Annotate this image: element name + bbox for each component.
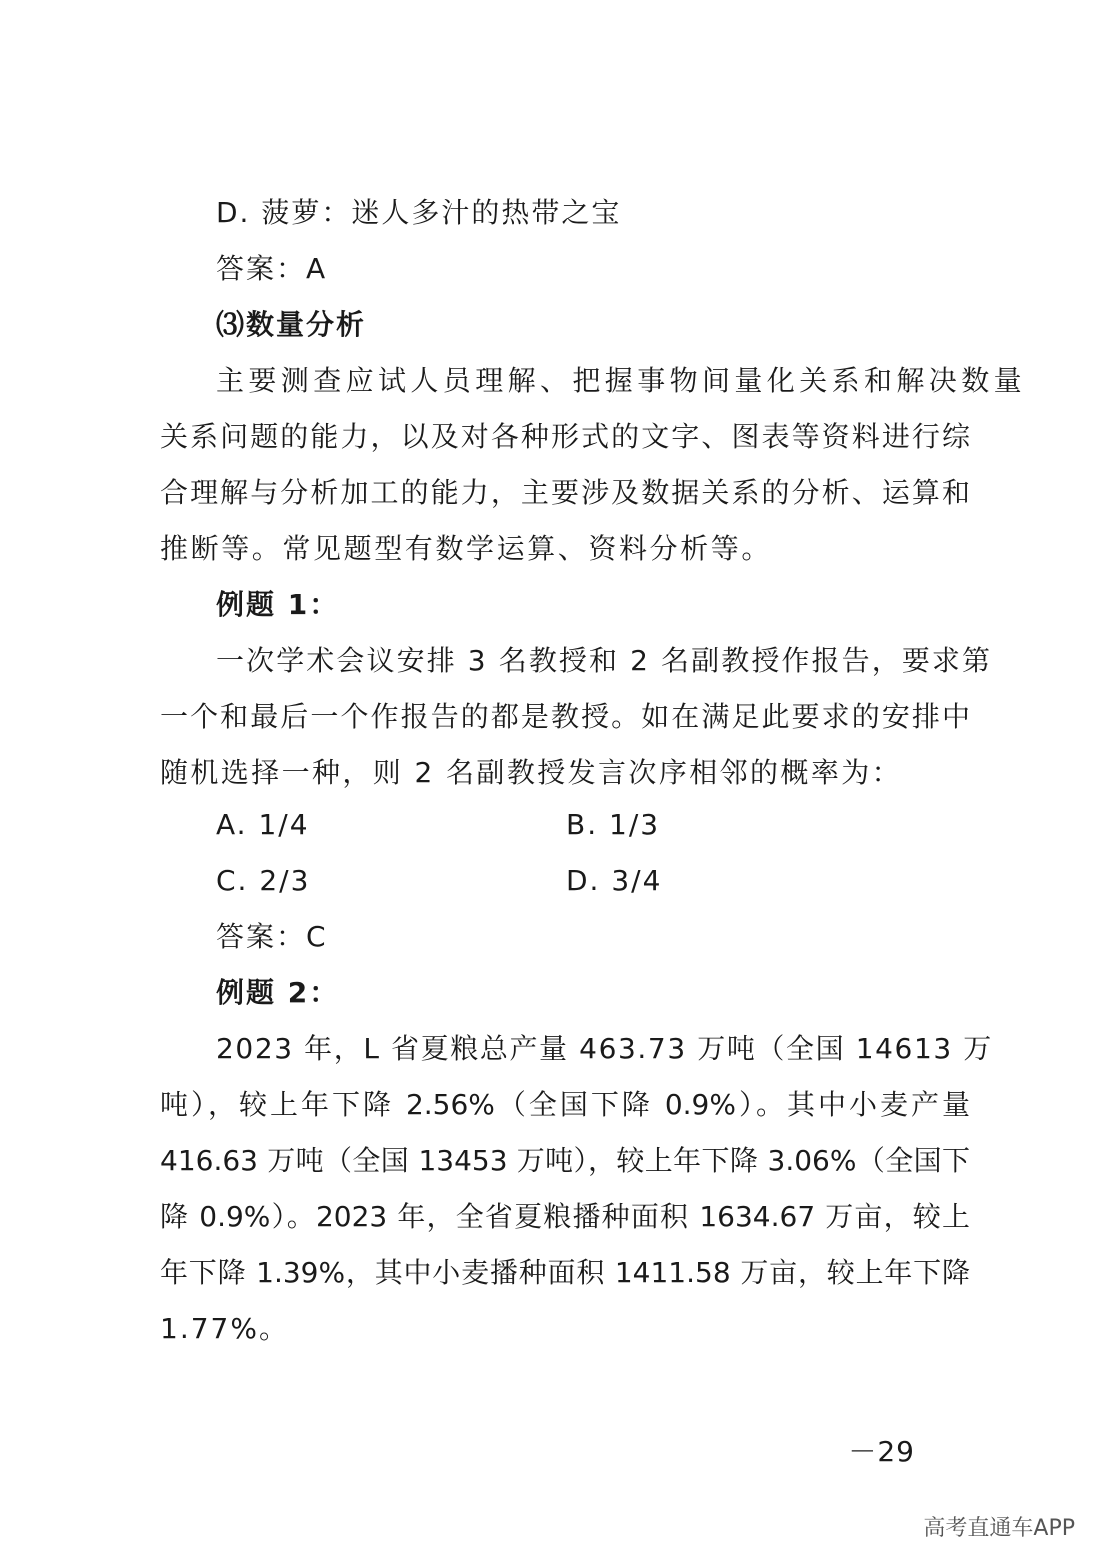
paragraph-line: 1.77%。 <box>160 1312 289 1345</box>
paragraph-line: 2023 年，L 省夏粮总产量 463.73 万吨（全国 14613 万 <box>216 1032 993 1065</box>
paragraph-line: 吨），较上年下降 2.56%（全国下降 0.9%）。其中小麦产量 <box>160 1088 970 1121</box>
answer-line: 答案：A <box>216 252 328 285</box>
option-b: B. 1/3 <box>566 808 661 841</box>
paragraph-line: 一次学术会议安排 3 名教授和 2 名副教授作报告，要求第 <box>216 644 993 677</box>
paragraph-line: 416.63 万吨（全国 13453 万吨），较上年下降 3.06%（全国下 <box>160 1144 970 1177</box>
paragraph-line: 一个和最后一个作报告的都是教授。如在满足此要求的安排中 <box>160 700 970 733</box>
section-heading: ⑶数量分析 <box>216 308 367 341</box>
paragraph-line: 随机选择一种，则 2 名副教授发言次序相邻的概率为： <box>160 756 903 789</box>
option-d-text: D. 菠萝：迷人多汁的热带之宝 <box>216 196 622 229</box>
page-number: －29 <box>848 1435 915 1468</box>
option-d: D. 3/4 <box>566 864 663 897</box>
paragraph-line: 年下降 1.39%，其中小麦播种面积 1411.58 万亩，较上年下降 <box>160 1256 970 1289</box>
paragraph-line: 主要测查应试人员理解、把握事物间量化关系和解决数量 <box>216 364 1027 397</box>
answer-line: 答案：C <box>216 920 328 953</box>
option-c: C. 2/3 <box>216 864 311 897</box>
paragraph-line: 推断等。常见题型有数学运算、资料分析等。 <box>160 532 773 565</box>
watermark: 高考直通车APP <box>923 1516 1075 1541</box>
paragraph-line: 关系问题的能力，以及对各种形式的文字、图表等资料进行综 <box>160 420 970 453</box>
paragraph-line: 合理解与分析加工的能力，主要涉及数据关系的分析、运算和 <box>160 476 970 509</box>
option-a: A. 1/4 <box>216 808 310 841</box>
paragraph-line: 降 0.9%）。2023 年，全省夏粮播种面积 1634.67 万亩，较上 <box>160 1200 970 1233</box>
example-heading: 例题 1： <box>216 588 340 621</box>
example-heading: 例题 2： <box>216 976 340 1009</box>
